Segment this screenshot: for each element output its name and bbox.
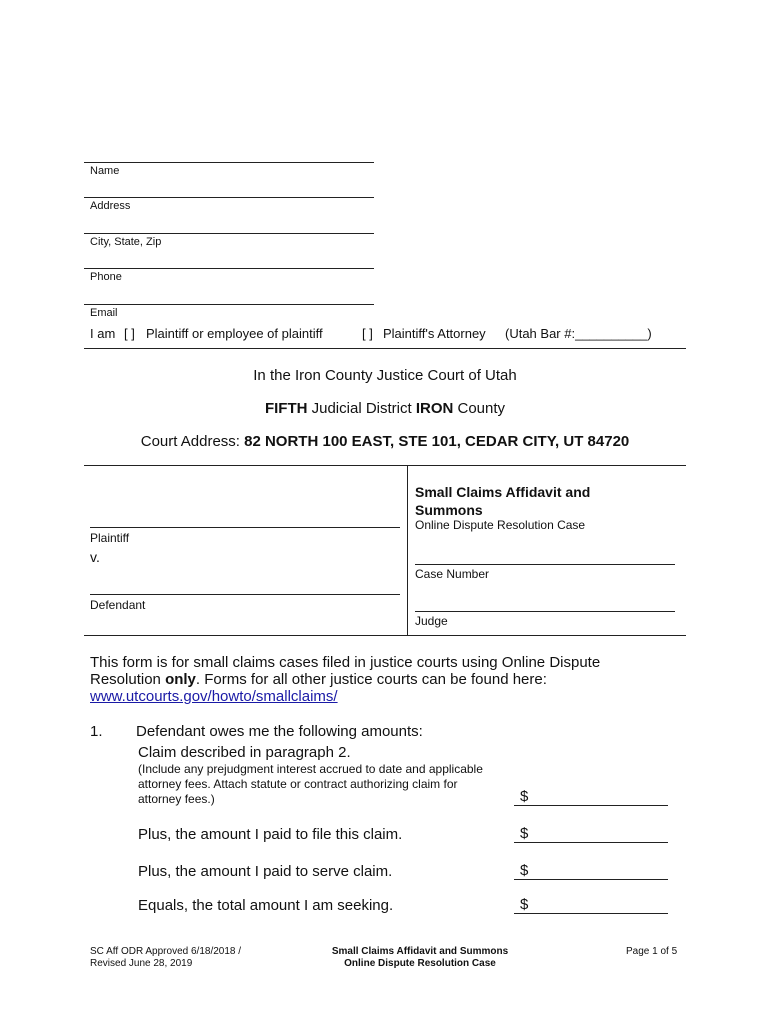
page-number: Page 1 of 5 xyxy=(626,946,678,957)
service-fee-label: Plus, the amount I paid to serve claim. xyxy=(138,863,393,880)
section-heading: Defendant owes me the following amounts: xyxy=(136,723,423,740)
address-label: Address xyxy=(90,200,131,212)
name-line[interactable] xyxy=(84,162,374,163)
filing-fee-label: Plus, the amount I paid to file this claim. xyxy=(138,826,403,843)
claim-label: Claim described in paragraph 2. xyxy=(138,744,351,761)
plaintiff-label: Plaintiff xyxy=(90,531,130,545)
service-fee-amount-field[interactable] xyxy=(514,862,668,880)
claim-currency: $ xyxy=(520,788,529,805)
intro-paragraph xyxy=(90,654,630,705)
service-fee-currency: $ xyxy=(520,862,529,879)
defendant-name-line[interactable] xyxy=(90,594,400,595)
caption-bottom-border xyxy=(84,635,686,636)
total-amount-field[interactable] xyxy=(514,896,668,914)
intro-text-2: . Forms for all other justice courts can be found here: xyxy=(195,671,547,688)
court-title: In the Iron County Justice Court of Utah xyxy=(253,367,517,384)
claim-amount-field[interactable] xyxy=(514,788,668,806)
versus-label: v. xyxy=(90,549,100,565)
judicial-district xyxy=(84,400,686,417)
claim-note: (Include any prejudgment interest accrued to date and applicable attorney fees. Attach statute or contract authorizing claim for attorney fees.) xyxy=(138,762,483,806)
email-line[interactable] xyxy=(84,304,374,305)
footer-center xyxy=(300,946,540,970)
footer-approved: SC Aff ODR Approved 6/18/2018 / xyxy=(90,946,242,957)
phone-label: Phone xyxy=(90,271,122,283)
plaintiff-checkbox[interactable]: [ ] xyxy=(124,326,135,341)
plaintiff-option-label: Plaintiff or employee of plaintiff xyxy=(146,326,323,341)
small-claims-link[interactable]: www.utcourts.gov/howto/smallclaims/ xyxy=(90,688,338,705)
email-label: Email xyxy=(90,307,118,319)
county-label: County xyxy=(457,400,506,417)
address-line[interactable] xyxy=(84,197,374,198)
court-address xyxy=(84,433,686,450)
footer-form-title: Small Claims Affidavit and Summons xyxy=(331,946,509,957)
section-number: 1. xyxy=(90,723,103,740)
total-currency: $ xyxy=(520,896,529,913)
footer-form-subtitle: Online Dispute Resolution Case xyxy=(344,958,496,969)
county-name: IRON xyxy=(415,400,454,417)
court-address-label: Court Address: xyxy=(140,433,240,450)
court-address-value: 82 NORTH 100 EAST, STE 101, CEDAR CITY, UT 84720 xyxy=(244,433,630,450)
filing-fee-currency: $ xyxy=(520,825,529,842)
district-name: FIFTH xyxy=(264,400,308,417)
defendant-label: Defendant xyxy=(90,598,146,612)
name-label: Name xyxy=(90,165,120,177)
total-label: Equals, the total amount I am seeking. xyxy=(138,897,394,914)
judge-line[interactable] xyxy=(415,611,675,612)
phone-line[interactable] xyxy=(84,268,374,269)
judge-label: Judge xyxy=(415,614,448,628)
filing-fee-amount-field[interactable] xyxy=(514,825,668,843)
case-number-label: Case Number xyxy=(415,567,490,581)
attorney-option-label: Plaintiff's Attorney xyxy=(383,326,486,341)
plaintiff-name-line[interactable] xyxy=(90,527,400,528)
city-state-zip-line[interactable] xyxy=(84,233,374,234)
intro-text-1: This form is for small claims cases filed in justice courts using Online Dispute Resolution xyxy=(90,654,601,688)
form-subtitle: Online Dispute Resolution Case xyxy=(415,518,586,532)
case-number-line[interactable] xyxy=(415,564,675,565)
footer-left xyxy=(90,946,241,970)
attorney-checkbox[interactable]: [ ] xyxy=(362,326,373,341)
i-am-label: I am xyxy=(90,326,116,341)
caption-top-border xyxy=(84,465,686,466)
header-divider xyxy=(84,348,686,349)
caption-center-divider xyxy=(407,466,408,635)
intro-only: only xyxy=(165,671,196,688)
footer-revised: Revised June 28, 2019 xyxy=(90,958,193,969)
utah-bar-number[interactable]: (Utah Bar #:__________) xyxy=(505,326,652,341)
form-title: Small Claims Affidavit and Summons xyxy=(415,484,591,518)
city-state-zip-label: City, State, Zip xyxy=(90,236,162,248)
district-label: Judicial District xyxy=(311,400,412,417)
